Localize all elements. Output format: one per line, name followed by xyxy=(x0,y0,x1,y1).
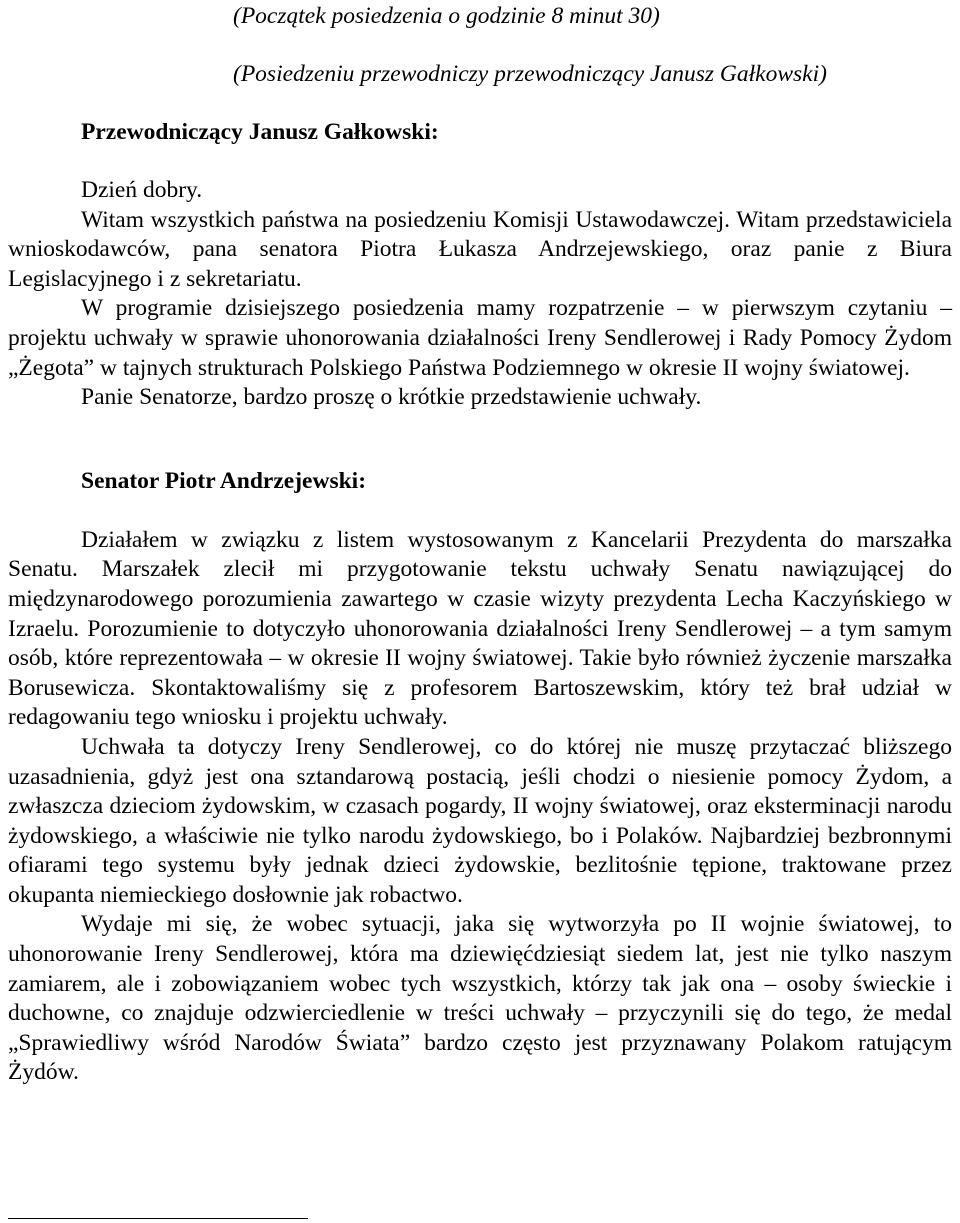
paragraph: W programie dzisiejszego posiedzenia mamy rozpatrzenie – w pierwszym czytaniu – projektu uchwały w sprawie uhonorowania działalności Ireny Sendlerowej i Rady Pomocy Żydom „Żegota” w tajnych strukturach Polskiego Państwa Podziemnego w okresie II wojny światowej. xyxy=(8,295,952,381)
paragraph: Wydaje mi się, że wobec sytuacji, jaka się wytworzyła po II wojnie światowej, to uhonorowanie Ireny Sendlerowej, która ma dziewięćdziesiąt siedem lat, jest nie tylko naszym zamiarem, ale i zobowiązaniem wobec tych wszystkich, którzy tak jak ona – osoby świeckie i duchowne, co znajduje odzwierciedlenie w treści uchwały – przyczynili się do tego, że medal „Sprawiedliwy wśród Narodów Świata” bardzo często jest przyznawany Polakom ratującym Żydów. xyxy=(8,911,952,1086)
paragraph: Dzień dobry. xyxy=(81,177,203,203)
footnote-separator-line xyxy=(8,1218,308,1219)
speaker-name-chairman: Przewodniczący Janusz Gałkowski: xyxy=(81,119,439,145)
chairman-statement xyxy=(8,176,952,413)
session-start-note: (Początek posiedzenia o godzinie 8 minut 30) xyxy=(233,3,660,29)
transcript-page xyxy=(8,0,952,1088)
speaker-name-senator: Senator Piotr Andrzejewski: xyxy=(81,467,367,494)
paragraph: Uchwała ta dotyczy Ireny Sendlerowej, co do której nie muszę przytaczać bliższego uzasadnienia, gdyż jest ona sztandarową postacią, jeśli chodzi o niesienie pomocy Żydom, a zwłaszcza dzieciom żydowskim, w czasach pogardy, II wojny światowej, oraz eksterminacji narodu żydowskiego, a właściwie nie tylko narodu żydowskiego, bo i Polaków. Najbardziej bezbronnymi ofiarami tego systemu były jednak dzieci żydowskie, bezlitośnie tępione, traktowane przez okupanta niemieckiego dosłownie jak robactwo. xyxy=(8,733,952,908)
chair-note: (Posiedzeniu przewodniczy przewodniczący Janusz Gałkowski) xyxy=(233,61,827,87)
paragraph: Działałem w związku z listem wystosowanym z Kancelarii Prezydenta do marszałka Senatu. Marszałek zlecił mi przygotowanie tekstu uchwały Senatu nawiązującej do międzynarodowego porozumienia zawartego w czasie wizyty prezydenta Lecha Kaczyńskiego w Izraelu. Porozumienie to dotyczyło uhonorowania działalności Ireny Sendlerowej – a tym samym osób, które reprezentowała – w okresie II wojny światowej. Takie było również życzenie marszałka Borusewicza. Skontaktowaliśmy się z profesorem Bartoszewskim, który też brał udział w redagowaniu tego wniosku i projektu uchwały. xyxy=(8,526,952,731)
paragraph: Panie Senatorze, bardzo proszę o krótkie przedstawienie uchwały. xyxy=(81,384,702,411)
senator-statement xyxy=(8,526,952,1088)
paragraph: Witam wszystkich państwa na posiedzeniu Komisji Ustawodawczej. Witam przedstawiciela wnioskodawców, pana senatora Piotra Łukasza Andrzejewskiego, oraz panie z Biura Legislacyjnego i z sekretariatu. xyxy=(8,206,952,292)
